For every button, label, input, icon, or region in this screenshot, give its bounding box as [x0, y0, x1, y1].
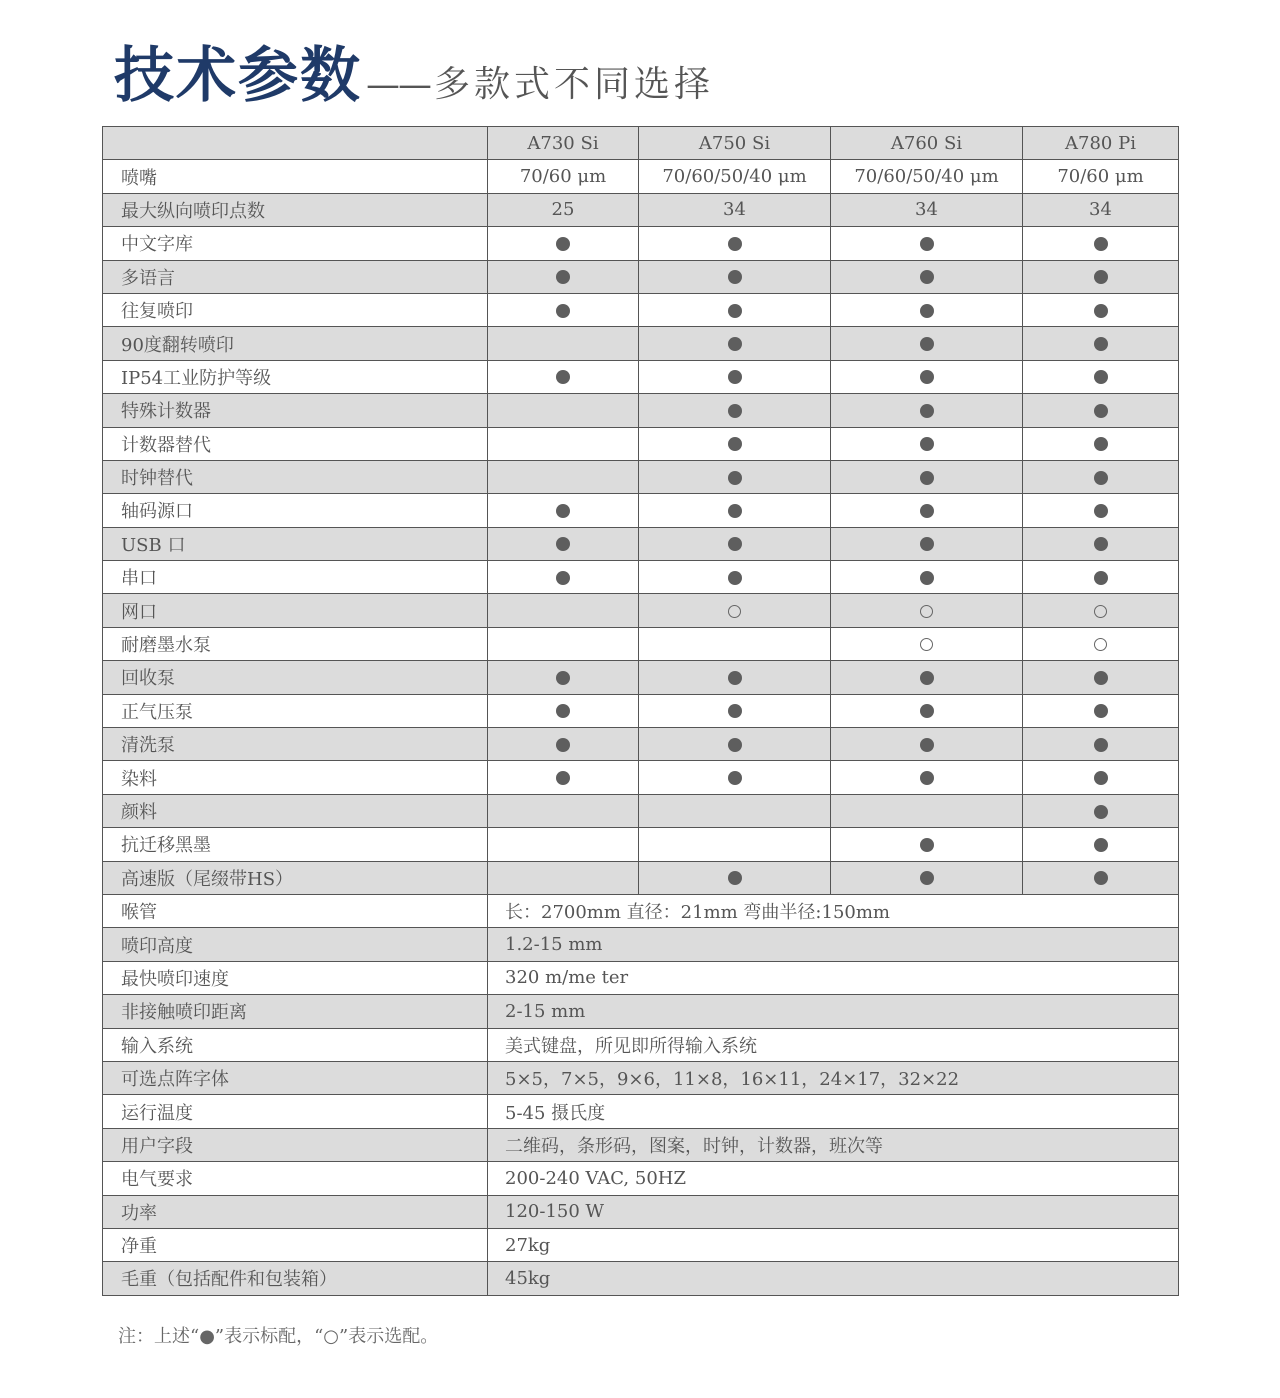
empty-cell: [488, 460, 639, 493]
standard-dot-icon: [556, 771, 570, 785]
table-row: [103, 594, 1179, 627]
page-title: 技术参数: [114, 41, 362, 111]
row-label: 最快喷印速度: [103, 961, 488, 994]
standard-cell: [639, 394, 831, 427]
table-row: [103, 1128, 1179, 1161]
empty-cell: [639, 627, 831, 660]
optional-cell: [831, 627, 1023, 660]
standard-dot-icon: [728, 270, 742, 284]
standard-dot-icon: [920, 237, 934, 251]
standard-dot-icon: [920, 304, 934, 318]
table-row: [103, 627, 1179, 660]
value-cell: 34: [1023, 193, 1179, 226]
model-header-a730: A730 Si: [488, 127, 639, 160]
standard-dot-icon: [728, 771, 742, 785]
value-cell: 34: [831, 193, 1023, 226]
standard-dot-icon: [920, 738, 934, 752]
standard-dot-icon: [1094, 404, 1108, 418]
optional-circle-icon: [920, 605, 933, 618]
standard-dot-icon: [1094, 504, 1108, 518]
table-row: [103, 1228, 1179, 1261]
standard-dot-icon: [556, 370, 570, 384]
row-label: 用户字段: [103, 1128, 488, 1161]
standard-dot-icon: [920, 571, 934, 585]
row-label: 非接触喷印距离: [103, 995, 488, 1028]
standard-cell: [639, 427, 831, 460]
standard-cell: [1023, 427, 1179, 460]
standard-dot-icon: [728, 404, 742, 418]
common-value-cell: 美式键盘，所见即所得输入系统: [488, 1028, 1179, 1061]
row-label: 正气压泵: [103, 694, 488, 727]
empty-cell: [639, 828, 831, 861]
standard-dot-icon: [920, 537, 934, 551]
common-value-cell: 27kg: [488, 1228, 1179, 1261]
standard-dot-icon: [920, 671, 934, 685]
table-row: [103, 995, 1179, 1028]
row-label: 特殊计数器: [103, 394, 488, 427]
row-label: 中文字库: [103, 227, 488, 260]
title-separator: ——: [366, 65, 430, 105]
row-label: 抗迁移黑墨: [103, 828, 488, 861]
standard-dot-icon: [728, 237, 742, 251]
standard-dot-icon: [1094, 704, 1108, 718]
value-cell: 70/60/50/40 μm: [831, 160, 1023, 193]
standard-cell: [488, 728, 639, 761]
table-row: [103, 561, 1179, 594]
standard-cell: [1023, 327, 1179, 360]
standard-dot-icon: [920, 337, 934, 351]
row-label: 可选点阵字体: [103, 1061, 488, 1094]
standard-dot-icon: [728, 537, 742, 551]
row-label: 喉管: [103, 894, 488, 927]
row-label: 功率: [103, 1195, 488, 1228]
standard-cell: [1023, 728, 1179, 761]
row-label: 喷嘴: [103, 160, 488, 193]
standard-dot-icon: [1094, 437, 1108, 451]
standard-dot-icon: [1094, 771, 1108, 785]
standard-dot-icon: [920, 704, 934, 718]
standard-dot-icon: [556, 237, 570, 251]
table-row: [103, 494, 1179, 527]
standard-dot-icon: [728, 871, 742, 885]
standard-cell: [488, 661, 639, 694]
standard-cell: [831, 260, 1023, 293]
table-row: [103, 761, 1179, 794]
table-row: [103, 828, 1179, 861]
row-label: 90度翻转喷印: [103, 327, 488, 360]
standard-cell: [1023, 494, 1179, 527]
standard-cell: [831, 460, 1023, 493]
empty-cell: [488, 861, 639, 894]
table-row: [103, 861, 1179, 894]
standard-dot-icon: [1094, 805, 1108, 819]
table-row: [103, 293, 1179, 326]
standard-cell: [831, 694, 1023, 727]
standard-cell: [488, 527, 639, 560]
standard-cell: [1023, 561, 1179, 594]
standard-cell: [831, 293, 1023, 326]
standard-cell: [639, 227, 831, 260]
standard-cell: [639, 861, 831, 894]
row-label: 轴码源口: [103, 494, 488, 527]
standard-cell: [639, 293, 831, 326]
standard-cell: [1023, 260, 1179, 293]
standard-cell: [831, 327, 1023, 360]
standard-cell: [639, 561, 831, 594]
table-row: [103, 260, 1179, 293]
standard-cell: [488, 694, 639, 727]
page-subtitle: 多款式不同选择: [434, 64, 715, 105]
table-row: [103, 527, 1179, 560]
standard-dot-icon: [920, 838, 934, 852]
model-header-a780: A780 Pi: [1023, 127, 1179, 160]
standard-dot-icon: [728, 504, 742, 518]
table-row: [103, 394, 1179, 427]
table-row: [103, 193, 1179, 226]
common-value-cell: 45kg: [488, 1262, 1179, 1295]
standard-dot-icon: [1094, 838, 1108, 852]
table-row: [103, 1061, 1179, 1094]
optional-circle-icon: [1094, 605, 1107, 618]
standard-dot-icon: [920, 404, 934, 418]
standard-cell: [488, 761, 639, 794]
standard-cell: [1023, 460, 1179, 493]
table-row: [103, 227, 1179, 260]
standard-dot-icon: [1094, 738, 1108, 752]
standard-cell: [488, 260, 639, 293]
standard-cell: [639, 327, 831, 360]
row-label: 耐磨墨水泵: [103, 627, 488, 660]
row-label: 净重: [103, 1228, 488, 1261]
standard-dot-icon: [1094, 337, 1108, 351]
row-label: 清洗泵: [103, 728, 488, 761]
empty-cell: [488, 427, 639, 460]
row-label: IP54工业防护等级: [103, 360, 488, 393]
common-value-cell: 5-45 摄氏度: [488, 1095, 1179, 1128]
empty-cell: [488, 627, 639, 660]
standard-cell: [639, 761, 831, 794]
standard-dot-icon: [728, 370, 742, 384]
standard-cell: [831, 427, 1023, 460]
table-row: [103, 694, 1179, 727]
row-label: 输入系统: [103, 1028, 488, 1061]
empty-cell: [488, 594, 639, 627]
standard-dot-icon: [920, 270, 934, 284]
standard-dot-icon: [728, 437, 742, 451]
standard-cell: [488, 293, 639, 326]
standard-dot-icon: [1094, 871, 1108, 885]
standard-cell: [1023, 360, 1179, 393]
row-label: 毛重（包括配件和包装箱）: [103, 1262, 488, 1295]
standard-dot-icon: [1094, 370, 1108, 384]
standard-dot-icon: [728, 671, 742, 685]
standard-dot-icon: [920, 504, 934, 518]
row-label: 网口: [103, 594, 488, 627]
table-row: [103, 360, 1179, 393]
standard-cell: [831, 227, 1023, 260]
empty-cell: [488, 327, 639, 360]
table-row: [103, 794, 1179, 827]
standard-cell: [831, 828, 1023, 861]
table-row: [103, 928, 1179, 961]
standard-cell: [1023, 661, 1179, 694]
row-label: 时钟替代: [103, 460, 488, 493]
standard-dot-icon: [728, 337, 742, 351]
footnote: 注：上述“●”表示标配，“○”表示选配。: [118, 1326, 439, 1347]
table-row: [103, 160, 1179, 193]
standard-cell: [1023, 227, 1179, 260]
standard-cell: [831, 661, 1023, 694]
row-label: 高速版（尾缀带HS）: [103, 861, 488, 894]
standard-dot-icon: [1094, 304, 1108, 318]
value-cell: 34: [639, 193, 831, 226]
model-header-a750: A750 Si: [639, 127, 831, 160]
standard-cell: [639, 661, 831, 694]
table-row: [103, 427, 1179, 460]
standard-cell: [1023, 293, 1179, 326]
standard-dot-icon: [728, 704, 742, 718]
table-row: [103, 1162, 1179, 1195]
standard-cell: [831, 728, 1023, 761]
row-label: 最大纵向喷印点数: [103, 193, 488, 226]
value-cell: 25: [488, 193, 639, 226]
common-value-cell: 120-150 W: [488, 1195, 1179, 1228]
table-row: [103, 894, 1179, 927]
common-value-cell: 二维码，条形码，图案，时钟，计数器，班次等: [488, 1128, 1179, 1161]
value-cell: 70/60 μm: [1023, 160, 1179, 193]
standard-cell: [1023, 861, 1179, 894]
common-value-cell: 1.2-15 mm: [488, 928, 1179, 961]
standard-cell: [488, 360, 639, 393]
row-label: 染料: [103, 761, 488, 794]
table-row: [103, 1195, 1179, 1228]
standard-dot-icon: [1094, 471, 1108, 485]
value-cell: 70/60 μm: [488, 160, 639, 193]
model-header-a760: A760 Si: [831, 127, 1023, 160]
spec-table-body: [103, 127, 1179, 1296]
standard-cell: [639, 460, 831, 493]
optional-cell: [639, 594, 831, 627]
optional-circle-icon: [920, 638, 933, 651]
table-row: [103, 1262, 1179, 1295]
optional-cell: [831, 594, 1023, 627]
standard-cell: [639, 694, 831, 727]
common-value-cell: 长：2700mm 直径：21mm 弯曲半径:150mm: [488, 894, 1179, 927]
standard-cell: [1023, 527, 1179, 560]
optional-cell: [1023, 594, 1179, 627]
standard-cell: [639, 260, 831, 293]
standard-dot-icon: [728, 571, 742, 585]
standard-cell: [639, 494, 831, 527]
spec-table: [102, 126, 1179, 1296]
standard-cell: [1023, 694, 1179, 727]
table-row: [103, 1028, 1179, 1061]
common-value-cell: 200-240 VAC, 50HZ: [488, 1162, 1179, 1195]
table-row: [103, 327, 1179, 360]
standard-cell: [1023, 394, 1179, 427]
page-header: [114, 28, 714, 114]
empty-cell: [639, 794, 831, 827]
standard-cell: [1023, 761, 1179, 794]
standard-dot-icon: [556, 704, 570, 718]
table-header-row: [103, 127, 1179, 160]
standard-dot-icon: [728, 304, 742, 318]
common-value-cell: 2-15 mm: [488, 995, 1179, 1028]
standard-dot-icon: [556, 571, 570, 585]
standard-cell: [639, 728, 831, 761]
empty-cell: [488, 394, 639, 427]
standard-cell: [831, 360, 1023, 393]
table-row: [103, 1095, 1179, 1128]
optional-circle-icon: [1094, 638, 1107, 651]
standard-dot-icon: [1094, 270, 1108, 284]
standard-dot-icon: [556, 304, 570, 318]
row-label: 往复喷印: [103, 293, 488, 326]
standard-cell: [831, 527, 1023, 560]
row-label: 电气要求: [103, 1162, 488, 1195]
row-label: 回收泵: [103, 661, 488, 694]
row-label: 串口: [103, 561, 488, 594]
optional-circle-icon: [728, 605, 741, 618]
standard-cell: [639, 360, 831, 393]
standard-cell: [831, 761, 1023, 794]
standard-cell: [1023, 794, 1179, 827]
standard-dot-icon: [1094, 537, 1108, 551]
standard-dot-icon: [1094, 671, 1108, 685]
empty-cell: [831, 794, 1023, 827]
standard-dot-icon: [556, 537, 570, 551]
standard-cell: [831, 394, 1023, 427]
standard-cell: [831, 494, 1023, 527]
table-row: [103, 661, 1179, 694]
standard-dot-icon: [556, 738, 570, 752]
row-label: 颜料: [103, 794, 488, 827]
standard-cell: [488, 561, 639, 594]
standard-cell: [639, 527, 831, 560]
standard-dot-icon: [728, 738, 742, 752]
common-value-cell: 320 m/me ter: [488, 961, 1179, 994]
standard-dot-icon: [920, 771, 934, 785]
optional-cell: [1023, 627, 1179, 660]
row-label: 运行温度: [103, 1095, 488, 1128]
standard-dot-icon: [556, 270, 570, 284]
standard-dot-icon: [556, 504, 570, 518]
row-label: 多语言: [103, 260, 488, 293]
standard-dot-icon: [556, 671, 570, 685]
standard-cell: [831, 861, 1023, 894]
empty-cell: [488, 828, 639, 861]
header-corner-cell: [103, 127, 488, 160]
table-row: [103, 961, 1179, 994]
row-label: 计数器替代: [103, 427, 488, 460]
standard-cell: [831, 561, 1023, 594]
standard-cell: [488, 494, 639, 527]
table-row: [103, 460, 1179, 493]
standard-cell: [1023, 828, 1179, 861]
row-label: 喷印高度: [103, 928, 488, 961]
standard-dot-icon: [728, 471, 742, 485]
table-row: [103, 728, 1179, 761]
standard-dot-icon: [920, 370, 934, 384]
standard-dot-icon: [1094, 571, 1108, 585]
standard-dot-icon: [920, 471, 934, 485]
common-value-cell: 5×5，7×5，9×6，11×8，16×11，24×17，32×22: [488, 1061, 1179, 1094]
row-label: USB 口: [103, 527, 488, 560]
standard-dot-icon: [920, 437, 934, 451]
standard-dot-icon: [1094, 237, 1108, 251]
value-cell: 70/60/50/40 μm: [639, 160, 831, 193]
standard-cell: [488, 227, 639, 260]
standard-dot-icon: [920, 871, 934, 885]
empty-cell: [488, 794, 639, 827]
